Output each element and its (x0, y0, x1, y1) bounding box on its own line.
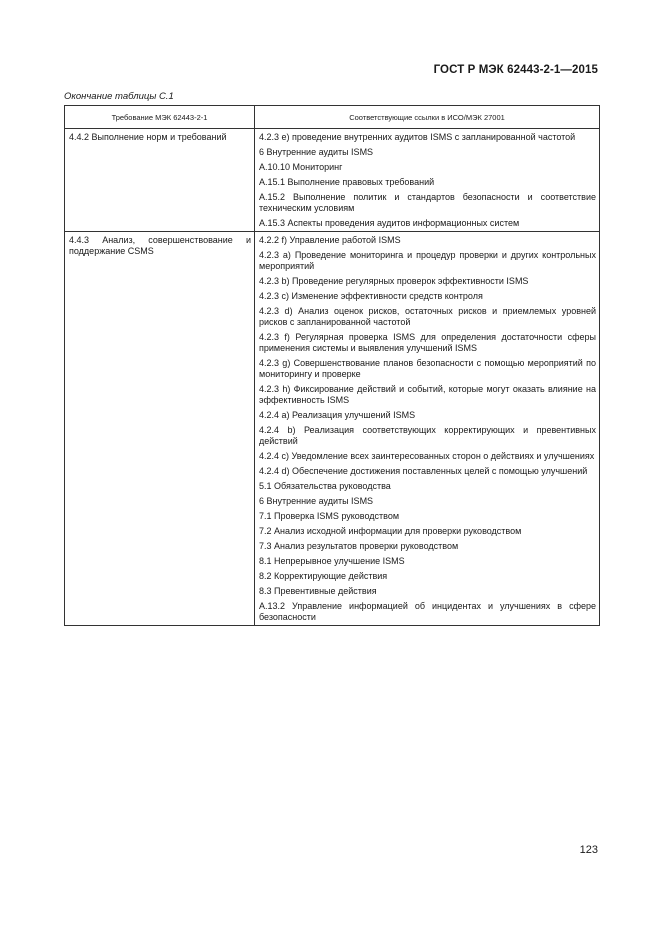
reference-item: 4.2.3 g) Совершенствование планов безопасности с помощью мероприятий по мониторингу и проверке (259, 358, 596, 379)
table-row (65, 232, 600, 626)
table-header-row (65, 106, 600, 129)
reference-item: 4.2.4 с) Уведомление всех заинтересованных сторон о действиях и улучшениях (259, 451, 595, 461)
requirements-table (64, 105, 600, 626)
table-row (65, 129, 600, 232)
reference-item: 4.2.3 h) Фиксирование действий и событий, которые могут оказать влияние на эффективность ISMS (259, 384, 596, 405)
reference-item: 6 Внутренние аудиты ISMS (259, 147, 374, 157)
reference-item: 4.2.4 d) Обеспечение достижения поставленных целей с помощью улучшений (259, 466, 588, 476)
reference-item: 6 Внутренние аудиты ISMS (259, 496, 374, 506)
reference-item: А.10.10 Мониторинг (259, 162, 343, 172)
reference-item: А.15.1 Выполнение правовых требований (259, 177, 435, 187)
reference-item: 7.3 Анализ результатов проверки руководством (259, 541, 459, 551)
table-caption: Окончание таблицы С.1 (64, 91, 174, 102)
reference-item: 4.2.3 с) Изменение эффективности средств контроля (259, 291, 483, 301)
reference-item: 7.1 Проверка ISMS руководством (259, 511, 400, 521)
reference-item: 4.2.4 b) Реализация соответствующих корректирующих и превентивных действий (259, 425, 596, 446)
requirement-cell: 4.4.3 Анализ, совершенствование и поддержание CSMS (65, 232, 255, 626)
reference-item: А.15.2 Выполнение политик и стандартов безопасности и соответствие техническим условиям (259, 192, 596, 213)
reference-item: 4.2.3 а) Проведение мониторинга и процедур проверки и других контрольных мероприятий (259, 250, 596, 271)
column-header-requirement: Требование МЭК 62443-2-1 (65, 106, 255, 129)
reference-item: 8.3 Превентивные действия (259, 586, 377, 596)
reference-item: 7.2 Анализ исходной информации для проверки руководством (259, 526, 522, 536)
reference-item: 8.1 Непрерывное улучшение ISMS (259, 556, 405, 566)
reference-item: 4.2.3 е) проведение внутренних аудитов ISMS с запланированной частотой (259, 132, 576, 142)
reference-item: 4.2.4 а) Реализация улучшений ISMS (259, 410, 416, 420)
reference-item: 8.2 Корректирующие действия (259, 571, 388, 581)
references-cell (255, 232, 600, 626)
references-cell (255, 129, 600, 232)
reference-item: 5.1 Обязательства руководства (259, 481, 391, 491)
reference-item: 4.2.3 b) Проведение регулярных проверок эффективности ISMS (259, 276, 529, 286)
reference-item: 4.2.3 f) Регулярная проверка ISMS для определения достаточности сферы применения системы и выявления улучшений ISMS (259, 332, 596, 353)
page-number: 123 (579, 844, 598, 856)
column-header-references: Соответствующие ссылки в ИСО/МЭК 27001 (255, 106, 600, 129)
reference-item: А.15.3 Аспекты проведения аудитов информационных систем (259, 218, 520, 228)
requirement-cell: 4.4.2 Выполнение норм и требований (65, 129, 255, 232)
reference-item: А.13.2 Управление информацией об инцидентах и улучшениях в сфере безопасности (259, 601, 596, 622)
document-header: ГОСТ Р МЭК 62443-2-1—2015 (433, 64, 598, 76)
reference-item: 4.2.2 f) Управление работой ISMS (259, 235, 401, 245)
reference-item: 4.2.3 d) Анализ оценок рисков, остаточных рисков и приемлемых уровней рисков с запланированной частотой (259, 306, 596, 327)
